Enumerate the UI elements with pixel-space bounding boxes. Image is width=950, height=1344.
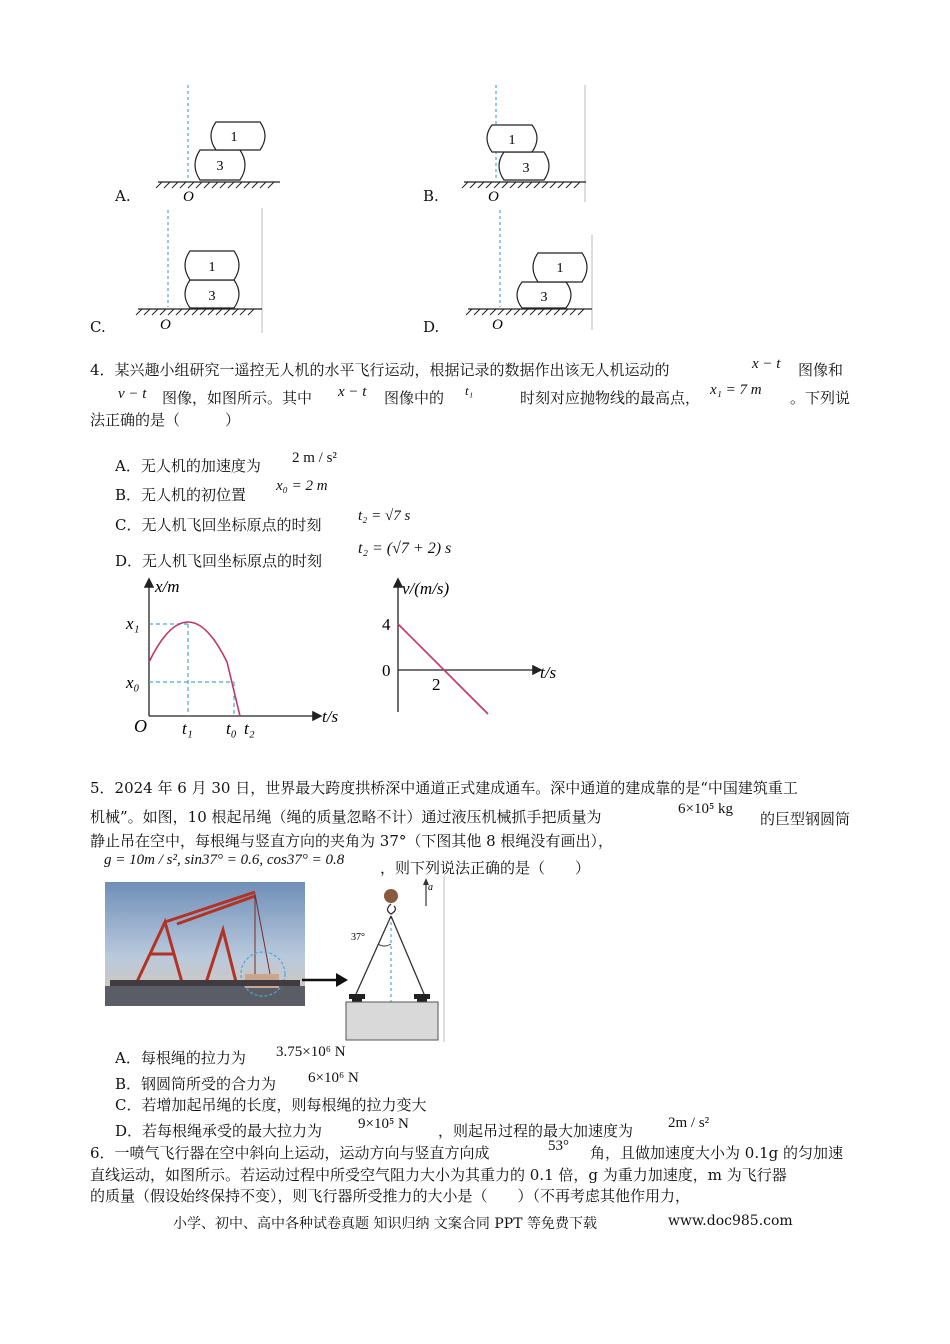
q5-stem-line2a: 机械”。如图，10 根起吊绳（绳的质量忽略不计）通过液压机械抓手把质量为 (90, 808, 602, 826)
q4-math-x1: x₁ = 7 m (710, 382, 762, 398)
q4-stem-line3: 法正确的是（ ） (90, 411, 241, 429)
block-1 (211, 122, 265, 150)
lifting-diagram (340, 876, 445, 1042)
vt-tick-0: 0 (382, 661, 391, 680)
q4-stem-line2b: 图像中的 (384, 389, 445, 407)
q4-stem-line1-end: 图像和 (798, 361, 844, 379)
q5-option-d-math: 9×10⁵ N (358, 1116, 409, 1132)
option-b-label: B. (423, 187, 439, 205)
q3-option-b (440, 80, 740, 210)
q5-stem-line1: 5．2024 年 6 月 30 日，世界最大跨度拱桥深中通道正式建成通车。深中通道的建成靠的是“中国建筑重工 (90, 779, 798, 797)
q5-stem-line2b: 的巨型钢圆筒 (760, 810, 851, 828)
q4-option-a: A．无人机的加速度为 (115, 457, 261, 475)
xt-xlabel: t/s (322, 707, 339, 726)
vt-graph (378, 572, 578, 722)
q3-option-c (110, 205, 410, 340)
q6-stem-line1a: 6．一喷气飞行器在空中斜向上运动，运动方向与竖直方向成 (90, 1144, 490, 1162)
svg-text:3: 3 (522, 161, 530, 176)
q3-option-d (440, 205, 740, 340)
figure-option-a (110, 80, 410, 210)
q4-option-b: B．无人机的初位置 (115, 486, 247, 504)
q5-stem-given: g = 10m / s², sin37° = 0.6, cos37° = 0.8 (104, 852, 345, 868)
q4-stem-line1: 4．某兴趣小组研究一遥控无人机的水平飞行运动，根据记录的数据作出该无人机运动的 (90, 361, 670, 379)
svg-text:1: 1 (556, 261, 564, 276)
q5-stem-line3: 静止吊在空中，每根绳与竖直方向的夹角为 37°（下图其他 8 根绳没有画出）， (90, 832, 613, 850)
q4-option-b-math: x₀ = 2 m (276, 478, 328, 494)
svg-text:3: 3 (208, 289, 216, 304)
q6-stem-angle: 53° (548, 1138, 569, 1154)
block-3-label: 3 (216, 159, 224, 174)
figure-option-b (440, 80, 740, 210)
option-c-label: C. (90, 318, 106, 336)
figure-option-d (440, 205, 740, 340)
vt-tick-4: 4 (382, 615, 391, 634)
q5-option-a: A．每根绳的拉力为 (115, 1049, 246, 1067)
svg-text:O: O (492, 317, 503, 333)
q4-math-t1: t₁ (465, 383, 474, 398)
xt-tick-t2: t₂ (244, 719, 255, 738)
q4-option-c: C．无人机飞回坐标原点的时刻 (115, 516, 322, 534)
xt-origin: O (134, 716, 147, 736)
xt-ylabel: x/m (155, 577, 180, 596)
xt-graph (120, 572, 360, 747)
q4-math-vt: v − t (118, 386, 147, 402)
xt-tick-t0: t₀ (226, 719, 237, 738)
svg-text:O: O (488, 189, 499, 205)
q6-stem-line3: 的质量（假设始终保持不变），则飞行器所受推力的大小是（ ）（不再考虑其他作用力， (90, 1187, 691, 1205)
svg-text:O: O (160, 317, 171, 333)
q5-stem-mass: 6×10⁵ kg (678, 801, 733, 817)
q5-option-a-math: 3.75×10⁶ N (276, 1044, 346, 1060)
xt-tick-x1: x₁ (126, 614, 140, 633)
hook-icon (384, 889, 398, 903)
q4-option-d: D．无人机飞回坐标原点的时刻 (115, 552, 323, 570)
origin-label: O (183, 189, 194, 205)
svg-text:1: 1 (508, 133, 516, 148)
angle-label: 37° (351, 932, 365, 943)
block-1-label: 1 (230, 130, 238, 145)
footer-url[interactable]: www.doc985.com (668, 1213, 793, 1229)
q5-option-c: C．若增加起吊绳的长度，则每根绳的拉力变大 (115, 1096, 427, 1114)
q4-option-a-math: 2 m / s² (292, 450, 337, 466)
q6-stem-line1b: 角，且做加速度大小为 0.1g 的匀加速 (590, 1144, 843, 1162)
q4-option-d-math: t₂ = (√7 + 2) s (358, 540, 452, 557)
vt-tick-2: 2 (432, 675, 441, 694)
xt-parabola (149, 622, 240, 716)
svg-text:1: 1 (208, 260, 216, 275)
q6-stem-line2: 直线运动，如图所示。若运动过程中所受空气阻力大小为其重力的 0.1 倍，g 为重力加速度，m 为飞行器 (90, 1166, 787, 1184)
q5-stem-line4b: ，则下列说法正确的是（ ） (380, 859, 591, 877)
vt-ylabel: v/(m/s) (402, 579, 450, 598)
q4-option-c-math: t₂ = √7 s (358, 508, 411, 524)
q4-stem-line2a: 图像，如图所示。其中 (162, 389, 313, 407)
q5-option-b: B．钢圆筒所受的合力为 (115, 1075, 277, 1093)
option-d-label: D. (423, 318, 440, 336)
figure-option-c (110, 205, 410, 340)
q5-option-b-math: 6×10⁶ N (308, 1070, 359, 1086)
xt-tick-t1: t₁ (182, 719, 193, 738)
vt-xlabel: t/s (540, 663, 557, 682)
q4-math-xt2: x − t (338, 384, 367, 400)
option-a-label: A. (115, 187, 131, 205)
q5-option-d-math2: 2m / s² (668, 1115, 710, 1131)
q4-stem-line2d: 。下列说 (790, 389, 851, 407)
accel-label: a (428, 882, 433, 893)
q5-option-d-rest: ，则起吊过程的最大加速度为 (438, 1122, 634, 1140)
q3-option-a (110, 80, 410, 210)
q5-option-d: D．若每根绳承受的最大拉力为 (115, 1122, 323, 1140)
xt-tick-x0: x₀ (126, 673, 140, 692)
svg-text:3: 3 (540, 290, 548, 305)
crane-photo (105, 882, 305, 1006)
q4-stem-line2c: 时刻对应抛物线的最高点， (520, 389, 701, 407)
vt-line (398, 624, 488, 714)
footer-text: 小学、初中、高中各种试卷真题 知识归纳 文案合同 PPT 等免费下载 (173, 1216, 597, 1232)
q4-math-xt: x − t (752, 356, 781, 372)
